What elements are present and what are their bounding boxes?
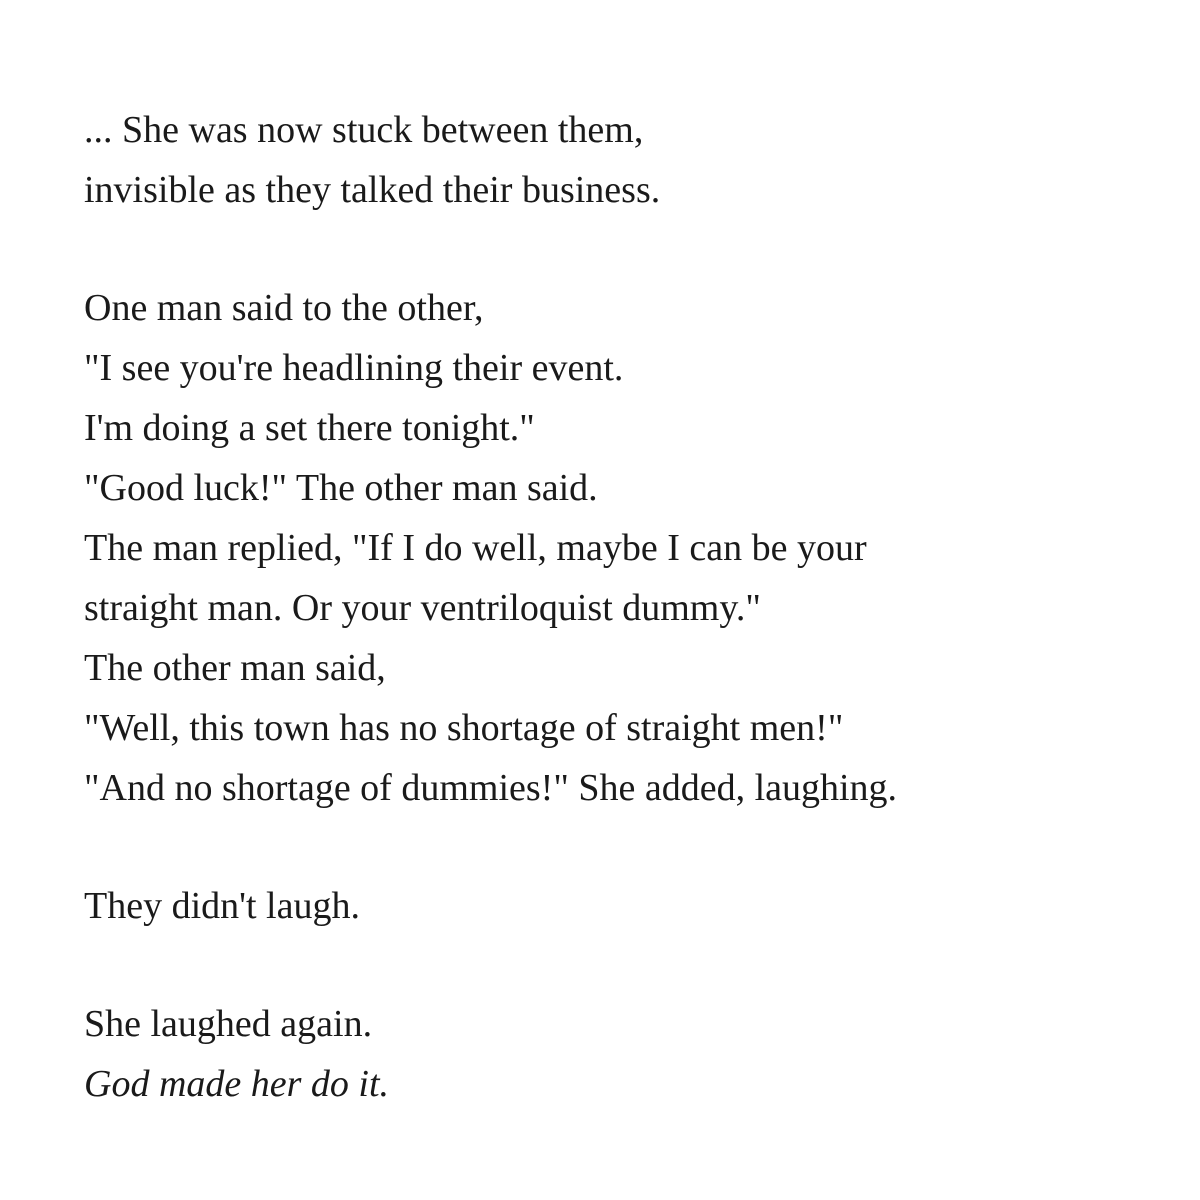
poem-line: They didn't laugh. [84,885,360,927]
poem-line: One man said to the other, [84,287,484,329]
poem-line: "And no shortage of dummies!" She added, laughing. [84,767,898,809]
poem-line: straight man. Or your ventriloquist dummy." [84,587,761,629]
poem-text [84,100,1164,1114]
stanza-break [84,936,1164,994]
poem-line: "Well, this town has no shortage of straight men!" [84,707,844,749]
poem-line: "Good luck!" The other man said. [84,467,598,509]
closing-italic-line: God made her do it. [84,1063,390,1105]
poem-line: The other man said, [84,647,386,689]
stanza-break [84,220,1164,278]
poem-line: I'm doing a set there tonight." [84,407,535,449]
poem-line: ... She was now stuck between them, [84,109,644,151]
poem-line: The man replied, "If I do well, maybe I can be your [84,527,867,569]
poem-line: She laughed again. [84,1003,373,1045]
stanza-break [84,818,1164,876]
poem-line: invisible as they talked their business. [84,169,661,211]
poem-line: "I see you're headlining their event. [84,347,624,389]
